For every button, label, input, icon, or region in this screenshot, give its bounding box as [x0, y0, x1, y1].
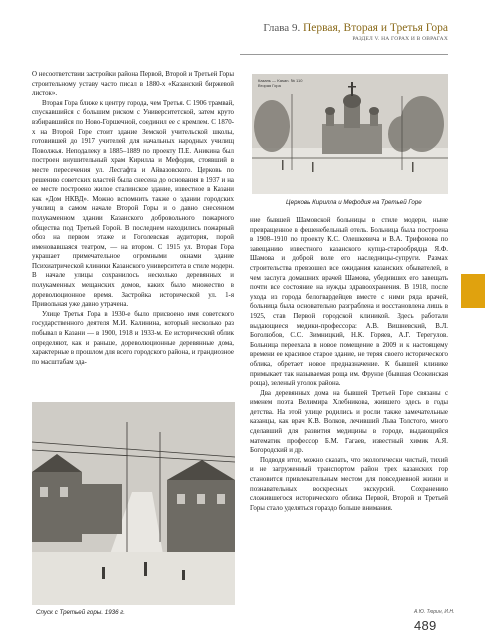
street-photo: [32, 402, 235, 605]
paragraph: ние бывшей Шамовской больницы в стиле модерн, ныне превращенное в фешенебельный отель. Больница была построена в 1908–1910 по проекту К.С. Олешкевича и В.А. Трифонова по завещанию известного казанского купца-старообрядца Я.Ф. Шамова и доброй воле его наследницы-супруги. Размах строительства превзошел все ожидания казанских обывателей, в чем заслуга домашних врачей Шамова, убедивших его завещать почти все состояние на нужды здравоохранения. В 1918, после ухода из города белогвардейцев вместе с ними ряда врачей, больница была основательно разграблена и восстановлена лишь в 1925, став Первой городской клиникой. Здесь работали выдающиеся медики-профессора: А.В. Вишневский, В.Л. Боголюбов, С.С. Зимницкий, Н.К. Горяев, А.Г. Терегулов. Больница переехала в новое помещение в 2009 и к настоящему времени ее красивое старое здание, не теряя своего исторического облика, обретает новое предназначение. К бывшей клинике примыкает так называемая роща им. Фрунзе (бывшая Осокинская роща), зеленый уголок района.: [250, 217, 448, 388]
section-label: РАЗДЕЛ V. НА ГОРАХ И В ОВРАГАХ: [352, 36, 448, 42]
left-text-column: [32, 70, 234, 367]
church-illustration: [252, 74, 448, 194]
running-header: [186, 22, 448, 42]
right-text-column: [250, 216, 448, 513]
church-photo: [252, 74, 448, 194]
photo-caption-church: Церковь Кирилла и Мефодия на Третьей Горе: [286, 199, 422, 206]
paragraph: Вторая Гора ближе к центру города, чем Третья. С 1906 трамвай, спускавшийся с большим риском с Университетской, затем круто взбиравшийся по Ново-Горшечной, соединил ее с кремлем. С 1870-х на Второй Горе стоит здание Земской учительской школы, готовившей до 1917 учителей для начальных народных училищ Поволжья. Неподалеку в 1885–1889 по проекту П.Е. Аникина был построен внушительный храм Кирилла и Мефодия, стоявший в месте пересечения ул. Лесгафта и Айвазовского. Церковь по решению советских властей была снесена до основания в 1937 и на ее месте построено жилое сталинское здание, известное в Казани как «Дом НКВД». Можно вспомнить также о здании городских училищ в самом начале Второй Горы и о давно снесенном полукаменном здании Казанского добровольного пожарного общества под Третьей Горой. В последнем находились пожарный обоз на первом этаже и Гоголевская аудитория, порой именовавшаяся театром, — на втором. С 1915 ул. Вторая Гора украшает примечательное огромными окнами здание Психиатрической клиники Казанского университета в стиле модерн. В начале улицы сохранилось несколько деревянных и полукаменных мещанских домов, каких было множество в дореволюционное время. Застройка исторической ул. 1-я Привольная уже давно утрачена.: [32, 99, 234, 309]
chapter-label: Глава 9.: [263, 22, 301, 34]
author-credit: А.Ю. Тюрин, И.Н.: [414, 609, 455, 615]
chapter-title: Первая, Вторая и Третья Гора: [302, 22, 448, 34]
header-rule: [240, 54, 448, 55]
section-tab: [461, 274, 485, 308]
paragraph: Два деревянных дома на бывшей Третьей Горе связаны с именем поэта Велимира Хлебникова, жившего здесь в годы детства. На этой улице родились и росли также замечательные казанцы, как врач К.В. Волков, лечивший Льва Толстого, много сделавший для развития медицины в городе, выдающийся математик профессор Б.М. Гагаев, известный химик А.Я. Богородский и др.: [250, 389, 448, 455]
street-illustration: [32, 402, 235, 605]
paragraph: О несоответствии застройки района Первой, Второй и Третьей Горы строительному уставу часто писал в 1880-х «Казанский биржевой листок».: [32, 71, 234, 98]
paragraph: Подводя итог, можно сказать, что экологически чистый, тихий и не загруженный транспортом район трех казанских гор становится привлекательным местом для повседневной жизни и познавательных воскресных экскурсий. Сохранению сложившегося исторического облика Первой, Второй и Третьей Горы стало уделяться гораздо больше внимания.: [250, 456, 448, 512]
photo-caption-street: Спуск с Третьей горы. 1936 г.: [36, 609, 126, 616]
photo-label-2: Вторая Гора: [258, 83, 281, 88]
photo-label-1: Казань — Kasan. № 110: [258, 78, 303, 83]
page-number: 489: [414, 618, 437, 633]
paragraph: Улице Третья Гора в 1930-е было присвоено имя советского государственного деятеля М.И. Калинина, который несколько раз побывал в Казани — в 1900, 1918 и 1933-м. Ее исторический облик определяют, как и раньше, дореволюционные деревянные дома, характерные в прошлом для всего городского района, и грандиозное по масштабам зда-: [32, 310, 234, 366]
